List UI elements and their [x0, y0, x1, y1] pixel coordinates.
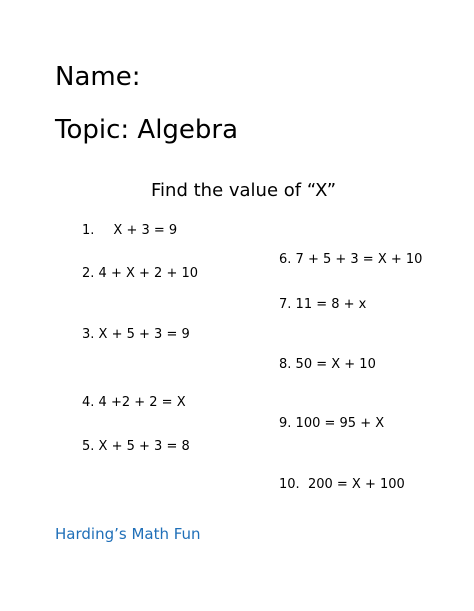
footer-credit: Harding’s Math Fun — [55, 525, 201, 543]
problem-1 — [82, 224, 177, 237]
problem-number: 3. — [82, 327, 95, 342]
problem-equation: 11 = 8 + x — [295, 297, 367, 312]
problem-number: 1. — [82, 223, 95, 238]
problem-5 — [82, 440, 190, 453]
problem-10 — [279, 478, 405, 491]
problem-equation: 4 + X + 2 + 10 — [98, 266, 199, 281]
problem-equation: 100 = 95 + X — [295, 416, 385, 431]
problem-equation: 4 +2 + 2 = X — [98, 395, 186, 410]
problem-number: 9. — [279, 416, 292, 431]
problem-number: 2. — [82, 266, 95, 281]
name-label: Name: — [55, 62, 141, 92]
problem-2 — [82, 267, 198, 280]
problem-6 — [279, 253, 422, 266]
instruction-heading: Find the value of “X” — [151, 180, 337, 201]
problem-8 — [279, 358, 376, 371]
problem-equation: 200 = X + 100 — [307, 477, 405, 492]
problem-equation: X + 5 + 3 = 8 — [98, 439, 190, 454]
problem-equation: X + 5 + 3 = 9 — [98, 327, 190, 342]
problem-number: 4. — [82, 395, 95, 410]
problem-7 — [279, 298, 366, 311]
problem-number: 6. — [279, 252, 292, 267]
problem-equation: 7 + 5 + 3 = X + 10 — [295, 252, 423, 267]
problem-number: 10. — [279, 477, 300, 492]
topic-label: Topic: Algebra — [55, 115, 239, 145]
problem-equation: 50 = X + 10 — [295, 357, 376, 372]
problem-4 — [82, 396, 186, 409]
problem-number: 8. — [279, 357, 292, 372]
problem-3 — [82, 328, 190, 341]
problem-equation: X + 3 = 9 — [113, 223, 178, 238]
problem-number: 5. — [82, 439, 95, 454]
problem-9 — [279, 417, 384, 430]
problem-number: 7. — [279, 297, 292, 312]
